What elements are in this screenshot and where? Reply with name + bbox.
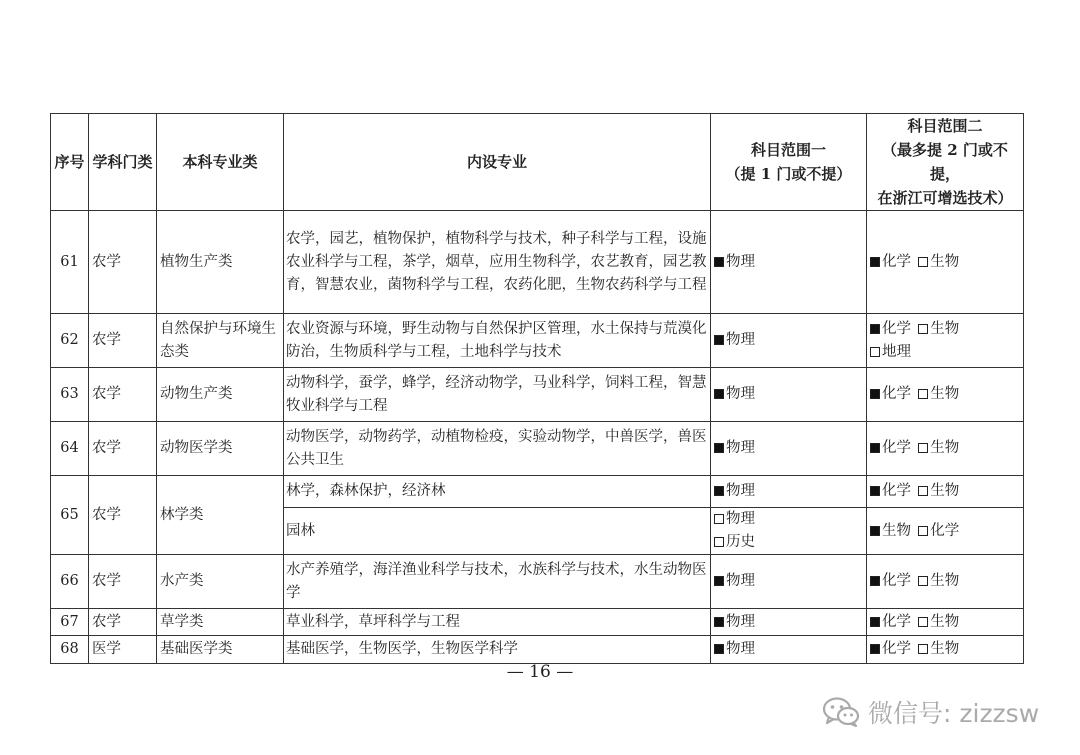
table-row [51,476,1024,508]
checked-box-icon [870,324,880,334]
subject-option [870,254,911,270]
subject-cell [711,422,867,476]
row-seq: 64 [51,422,89,476]
row-seq: 68 [51,636,89,664]
row-category: 农学 [89,422,157,476]
subject-option [870,614,911,630]
subject-option [870,344,911,360]
table-row [51,636,1024,664]
checked-box-icon [714,644,724,654]
subject-cell [711,609,867,636]
subject-cell [711,211,867,314]
header-majors: 内设专业 [284,114,711,211]
checked-box-icon [870,389,880,399]
row-majors: 水产养殖学，海洋渔业科学与技术，水族科学与技术，水生动物医学 [284,555,711,609]
subject-option [918,573,959,589]
row-major-class: 林学类 [157,476,284,555]
row-category: 农学 [89,476,157,555]
checked-box-icon [870,486,880,496]
row-major-class: 动物医学类 [157,422,284,476]
subject-option [714,511,755,527]
checked-box-icon [870,443,880,453]
header-subject-range-1 [711,114,867,211]
row-seq: 63 [51,368,89,422]
subject-option [870,523,911,539]
checked-box-icon [714,257,724,267]
subject-name: 生物 [930,386,960,402]
subject-name: 化学 [882,440,911,456]
table-row [51,211,1024,314]
subject-cell [867,314,1024,368]
subject-name: 生物 [930,573,960,589]
checked-box-icon [714,486,724,496]
subject-option [918,483,959,499]
header-subject1-title: 科目范围一 [750,141,826,159]
subject-option [714,641,755,657]
subject-name: 化学 [882,320,911,337]
header-subject2-note2: 在浙江可增选技术） [877,189,1013,207]
subject-option [870,386,911,402]
subject-name: 物理 [726,253,755,270]
table-row [51,555,1024,609]
subject-name: 生物 [930,253,960,270]
row-majors: 草业科学，草坪科学与工程 [284,609,711,636]
checked-box-icon [714,443,724,453]
table-row [51,368,1024,422]
subject-name: 化学 [882,483,911,499]
subject-option [918,440,959,456]
row-majors: 动物科学，蚕学，蜂学，经济动物学，马业科学，饲料工程，智慧牧业科学与工程 [284,368,711,422]
subject-option [714,573,755,589]
subject-cell [711,314,867,368]
row-major-class: 动物生产类 [157,368,284,422]
checked-box-icon [870,644,880,654]
checked-box-icon [870,526,880,536]
row-category: 农学 [89,368,157,422]
subject-cell [867,555,1024,609]
unchecked-box-icon [918,526,928,536]
subject-cell [711,476,867,508]
subject-cell [711,555,867,609]
subject-cell [711,636,867,664]
unchecked-box-icon [714,537,724,547]
subject-name: 物理 [726,641,755,657]
subject-option [714,386,755,402]
wechat-icon [822,696,860,728]
subject-name: 化学 [882,641,911,657]
watermark [822,692,1039,732]
checked-box-icon [714,335,724,345]
unchecked-box-icon [870,347,880,357]
subject-option [918,614,959,630]
checked-box-icon [870,257,880,267]
subject-cell [867,476,1024,508]
row-major-class: 草学类 [157,609,284,636]
checked-box-icon [714,389,724,399]
subject-name: 生物 [930,440,960,456]
row-category: 农学 [89,211,157,314]
row-category: 农学 [89,555,157,609]
row-seq: 65 [51,476,89,555]
row-seq: 61 [51,211,89,314]
row-seq: 62 [51,314,89,368]
subject-name: 生物 [930,641,960,657]
subject-option [870,321,911,337]
subject-name: 物理 [726,386,755,402]
subject-option [714,440,755,456]
row-major-class: 水产类 [157,555,284,609]
subject-name: 化学 [882,613,911,630]
row-category: 医学 [89,636,157,664]
subject-name: 生物 [930,613,960,630]
subject-option [714,254,755,270]
subject-cell [867,508,1024,555]
subject-option [870,573,911,589]
subject-option [870,483,911,499]
row-seq: 66 [51,555,89,609]
subject-name: 化学 [930,522,960,539]
subject-option [714,483,755,499]
row-majors: 农业资源与环境，野生动物与自然保护区管理，水土保持与荒漠化防治，生物质科学与工程，土地科学与技术 [284,314,711,368]
header-seq: 序号 [51,114,89,211]
row-majors: 农学，园艺，植物保护，植物科学与技术，种子科学与工程，设施农业科学与工程，茶学，烟草，应用生物科学，农艺教育，园艺教育，智慧农业，菌物科学与工程，农药化肥，生物农药科学与工程 [284,211,711,314]
row-majors: 基础医学，生物医学，生物医学科学 [284,636,711,664]
subject-name: 地理 [882,343,911,360]
subject-name: 化学 [882,253,911,270]
subject-name: 化学 [882,573,911,589]
subject-name: 化学 [882,386,911,402]
row-majors: 动物医学，动物药学，动植物检疫，实验动物学，中兽医学，兽医公共卫生 [284,422,711,476]
page-number: — 16 — [506,662,574,682]
subject-option [918,641,959,657]
subject-cell [867,609,1024,636]
subject-name: 物理 [726,440,755,456]
subject-cell [867,211,1024,314]
header-subject1-note: （提 1 门或不提） [725,165,852,183]
header-major-class: 本科专业类 [157,114,284,211]
row-majors: 园林 [284,508,711,555]
unchecked-box-icon [918,443,928,453]
row-seq: 67 [51,609,89,636]
subject-cell [867,422,1024,476]
row-category: 农学 [89,314,157,368]
header-category: 学科门类 [89,114,157,211]
unchecked-box-icon [918,486,928,496]
subject-name: 物理 [726,573,755,589]
unchecked-box-icon [918,644,928,654]
subject-cell [711,508,867,555]
checked-box-icon [870,617,880,627]
subject-name: 物理 [726,332,755,348]
row-major-class: 自然保护与环境生态类 [157,314,284,368]
row-majors: 林学，森林保护，经济林 [284,476,711,508]
row-major-class: 植物生产类 [157,211,284,314]
unchecked-box-icon [714,514,724,524]
subject-option [714,534,755,550]
header-subject2-note1: （最多提 2 门或不提， [882,141,1008,183]
subject-option [870,641,911,657]
subject-name: 历史 [726,534,755,550]
subject-cell [711,368,867,422]
subject-option [918,254,959,270]
subject-option [918,321,959,337]
header-subject2-title: 科目范围二 [907,117,983,135]
subject-name: 生物 [930,320,960,337]
table-row [51,422,1024,476]
checked-box-icon [714,617,724,627]
subject-option [714,332,755,348]
row-major-class: 基础医学类 [157,636,284,664]
table-header-row [51,114,1024,211]
table-row [51,609,1024,636]
subject-name: 物理 [726,511,755,527]
row-category: 农学 [89,609,157,636]
subject-name: 物理 [726,483,755,499]
subject-requirements-table [50,113,1024,664]
subject-name: 生物 [930,483,960,499]
subject-option [870,440,911,456]
subject-name: 生物 [882,522,911,539]
subject-option [714,614,755,630]
watermark-text: 微信号: zizzsw [868,699,1040,728]
checked-box-icon [870,576,880,586]
unchecked-box-icon [918,389,928,399]
subject-cell [867,368,1024,422]
table-body [51,211,1024,664]
unchecked-box-icon [918,324,928,334]
unchecked-box-icon [918,257,928,267]
unchecked-box-icon [918,617,928,627]
unchecked-box-icon [918,576,928,586]
subject-option [918,523,959,539]
subject-option [918,386,959,402]
table-row [51,314,1024,368]
subject-name: 物理 [726,613,755,630]
header-subject-range-2 [867,114,1024,211]
checked-box-icon [714,576,724,586]
subject-cell [867,636,1024,664]
